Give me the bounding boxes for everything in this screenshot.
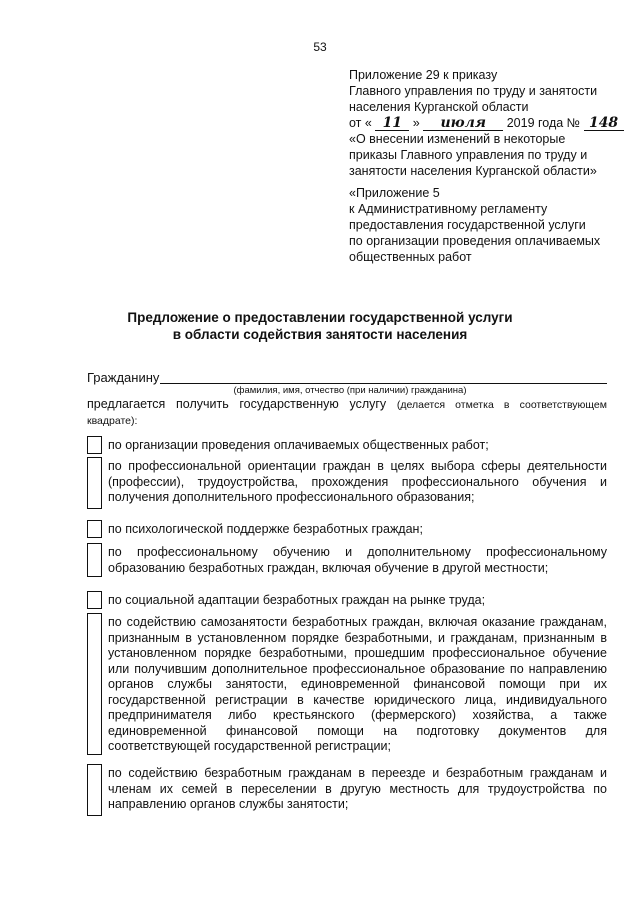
document-title: [0, 309, 640, 343]
offer-main: предлагается получить государственную услугу: [87, 397, 387, 411]
citizen-row: [87, 370, 607, 386]
annex-line: населения Курганской области: [349, 100, 529, 114]
annex2-header: [349, 185, 619, 265]
option-checkbox[interactable]: [87, 457, 102, 509]
handwritten-order-number: 148: [584, 117, 624, 131]
option-label: по психологической поддержке безработных граждан;: [108, 522, 423, 536]
annex2-line: предоставления государственной услуги: [349, 218, 586, 232]
annex2-line: общественных работ: [349, 250, 472, 264]
offer-text: [87, 397, 607, 429]
title-line: в области содействия занятости населения: [172, 327, 468, 342]
citizen-name-hint: (фамилия, имя, отчество (при наличии) гражданина): [233, 385, 467, 396]
annex2-line: к Административному регламенту: [349, 202, 548, 216]
title-line: Предложение о предоставлении государственной услуги: [127, 310, 513, 325]
option-label: по социальной адаптации безработных граждан на рынке труда;: [108, 593, 486, 607]
date-prefix: от «: [349, 116, 372, 130]
handwritten-month: июля: [423, 117, 503, 131]
option-checkbox[interactable]: [87, 520, 102, 538]
option-label: по профессиональному обучению и дополнительному профессиональному образованию безработных граждан, включая обучение в другой местности;: [108, 545, 607, 575]
date-mid: »: [412, 116, 420, 130]
option-checkbox[interactable]: [87, 436, 102, 454]
date-year: 2019 года №: [506, 116, 581, 130]
annex-date-line: [349, 115, 619, 131]
annex-line: Приложение 29 к приказу: [349, 68, 498, 82]
option-checkbox[interactable]: [87, 591, 102, 609]
annex-line: «О внесении изменений в некоторые: [349, 132, 566, 146]
option-label: по организации проведения оплачиваемых общественных работ;: [108, 438, 489, 452]
citizen-name-field[interactable]: [160, 383, 607, 384]
handwritten-day: 11: [375, 117, 409, 131]
option-label: по профессиональной ориентации граждан в целях выбора сферы деятельности (профессии), трудоустройства, прохождения профессионального обучения и получения дополнительного профессионального образования;: [108, 459, 607, 504]
annex-line: занятости населения Курганской области»: [349, 164, 597, 178]
option-checkbox[interactable]: [87, 543, 102, 577]
citizen-label: Гражданину: [87, 370, 160, 385]
offer-note: (делается отметка в соответствующем квадрате):: [87, 399, 607, 427]
annex2-line: «Приложение 5: [349, 186, 440, 200]
annex-header: [349, 67, 619, 179]
option-label: по содействию самозанятости безработных граждан, включая оказание гражданам, признанным в установленном порядке безработными, и гражданам, признанным в установленном порядке безработными, прошедшим профессиональное обучение или получившим дополнительное профессиональное образование по направлению органов службы занятости, единовременной финансовой помощи при их государственной регистрации в качестве юридического лица, индивидуального предпринимателя либо крестьянского (фермерского) хозяйства, а также единовременной финансовой помощи на подготовку документов для соответствующей государственной регистрации;: [108, 615, 607, 753]
option-checkbox[interactable]: [87, 613, 102, 755]
annex-line: Главного управления по труду и занятости: [349, 84, 598, 98]
option-checkbox[interactable]: [87, 764, 102, 816]
page-number: 53: [313, 40, 327, 54]
annex2-line: по организации проведения оплачиваемых: [349, 234, 601, 248]
annex-line: приказы Главного управления по труду и: [349, 148, 588, 162]
option-label: по содействию безработным гражданам в переезде и безработным гражданам и членам их семей в переселении в другую местность для трудоустройства по направлению органов службы занятости;: [108, 766, 607, 811]
